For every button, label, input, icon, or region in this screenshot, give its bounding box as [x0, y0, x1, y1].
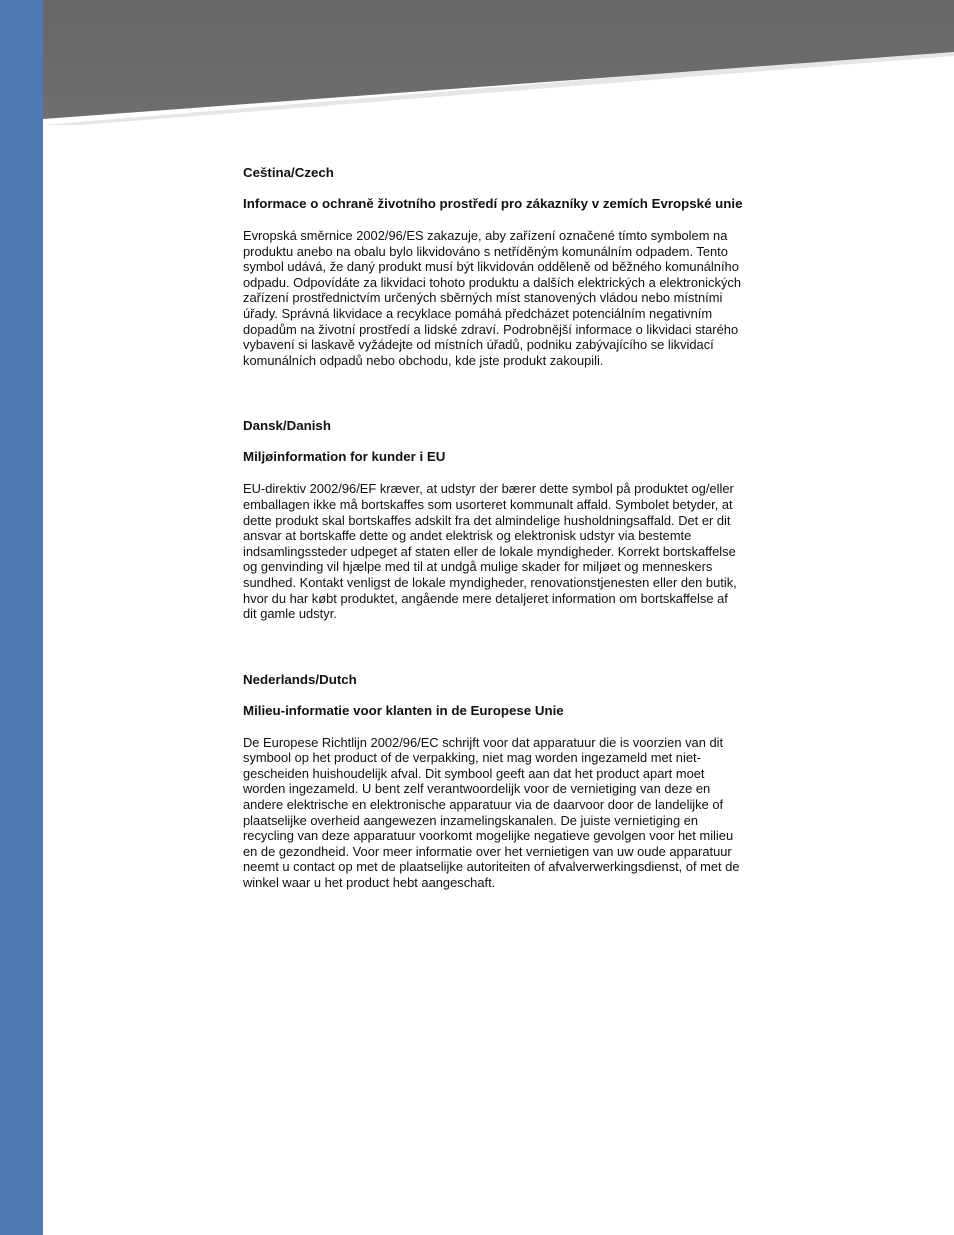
section-body-text: Evropská směrnice 2002/96/ES zakazuje, aby zařízení označené tímto symbolem na produktu anebo na obalu bylo likvidováno s netříděným komunálním odpadem. Tento symbol udává, že daný produkt musí být likvidován odděleně od běžného komunálního odpadu. Odpovídáte za likvidaci tohoto produktu a dalších elektrických a elektronických zařízení prostřednictvím určených sběrných míst stanovených vládou nebo místními úřady. Správná likvidace a recyklace pomáhá předcházet potenciálním negativním dopadům na životní prostředí a lidské zdraví. Podrobnější informace o likvidaci starého vybavení si laskavě vyžádejte od místních úřadů, podniku zabývajícího se likvidací komunálních odpadů nebo obchodu, kde jste produkt zakoupili.	[243, 228, 742, 368]
document-content	[243, 165, 743, 891]
section-heading: Milieu-informatie voor klanten in de Europese Unie	[243, 702, 564, 718]
section-czech	[243, 165, 743, 368]
left-accent-bar	[0, 0, 43, 1235]
section-language-title: Nederlands/Dutch	[243, 671, 357, 687]
section-body-text: EU-direktiv 2002/96/EF kræver, at udstyr der bærer dette symbol på produktet og/eller emballagen ikke må bortskaffes som usorteret kommunalt affald. Symbolet betyder, at dette produkt skal bortskaffes adskilt fra det almindelige husholdningsaffald. Det er dit ansvar at bortskaffe dette og andet elektrisk og elektronisk udstyr via bestemte indsamlingssteder udpeget af staten eller de lokale myndigheder. Korrekt bortskaffelse og genvinding vil hjælpe med til at undgå mulige skader for miljøet og menneskers sundhed. Kontakt venligst de lokale myndigheder, renovationstjenesten eller den butik, hvor du har købt produktet, angående mere detaljeret information om bortskaffelse af dit gamle udstyr.	[243, 481, 737, 622]
section-heading: Informace o ochraně životního prostředí pro zákazníky v zemích Evropské unie	[243, 196, 743, 211]
header-band-shape	[43, 0, 954, 125]
section-body-text: De Europese Richtlijn 2002/96/EC schrijft voor dat apparatuur die is voorzien van dit symbool op het product of de verpakking, niet mag worden ingezameld met niet-gescheiden huishoudelijk afval. Dit symbool geeft aan dat het product apart moet worden ingezameld. U bent zelf verantwoordelijk voor de vernietiging van deze en andere elektrische en elektronische apparatuur via de daarvoor door de landelijke of plaatselijke overheid aangewezen inzamelingskanalen. De juiste vernietiging en recycling van deze apparatuur voorkomt mogelijke negatieve gevolgen voor het milieu en de gezondheid. Voor meer informatie over het vernietigen van uw oude apparatuur neemt u contact op met de plaatselijke autoriteiten of afvalverwerkingsdienst, of met de winkel waar u het product hebt aangeschaft.	[243, 734, 740, 891]
header-band	[43, 0, 954, 125]
section-heading: Miljøinformation for kunder i EU	[243, 449, 446, 465]
section-dutch	[243, 672, 743, 891]
section-language-title: Ceština/Czech	[243, 165, 334, 180]
section-language-title: Dansk/Danish	[243, 418, 331, 434]
section-danish	[243, 418, 743, 621]
